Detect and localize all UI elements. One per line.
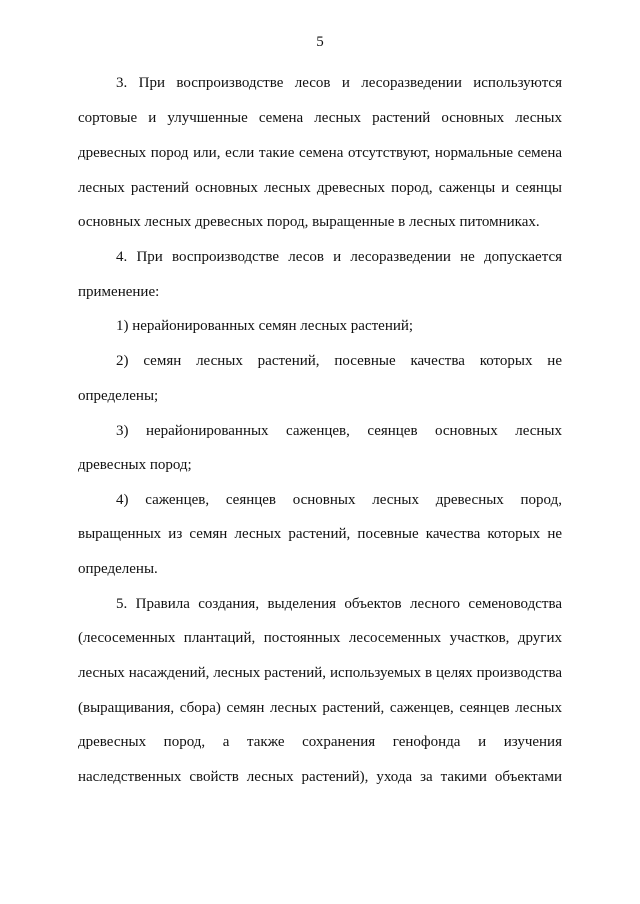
paragraph-3-line-4: лесных растений основных лесных древесных пород, саженцы и сеянцы (78, 180, 562, 196)
paragraph-4-line-1: 4. При воспроизводстве лесов и лесоразведении не допускается (116, 249, 562, 265)
paragraph-4-line-2: применение: (78, 284, 160, 300)
paragraph-3-line-1: 3. При воспроизводстве лесов и лесоразведении используются (116, 75, 562, 91)
paragraph-5-line-2: (лесосеменных плантаций, постоянных лесосеменных участков, других (78, 630, 562, 646)
list-item-2-line-1: 2) семян лесных растений, посевные качества которых не (116, 353, 562, 369)
paragraph-5-line-5: древесных пород, а также сохранения генофонда и изучения (78, 734, 562, 750)
paragraph-5-line-3: лесных насаждений, лесных растений, используемых в целях производства (78, 665, 562, 681)
list-item-2-line-2: определены; (78, 388, 159, 404)
list-item-4-line-1: 4) саженцев, сеянцев основных лесных древесных пород, (116, 492, 562, 508)
page-number: 5 (316, 34, 324, 50)
list-item-4-line-3: определены. (78, 561, 158, 577)
paragraph-3-line-5: основных лесных древесных пород, выращенные в лесных питомниках. (78, 214, 540, 230)
list-item-3-line-2: древесных пород; (78, 457, 192, 473)
paragraph-5-line-4: (выращивания, сбора) семян лесных растений, саженцев, сеянцев лесных (78, 700, 562, 716)
paragraph-3-line-3: древесных пород или, если такие семена отсутствуют, нормальные семена (78, 145, 562, 161)
list-item-3-line-1: 3) нерайонированных саженцев, сеянцев основных лесных (116, 423, 562, 439)
paragraph-3-line-2: сортовые и улучшенные семена лесных растений основных лесных (78, 110, 562, 126)
list-item-1: 1) нерайонированных семян лесных растений; (116, 318, 414, 334)
paragraph-5-line-1: 5. Правила создания, выделения объектов лесного семеноводства (116, 596, 562, 612)
list-item-4-line-2: выращенных из семян лесных растений, посевные качества которых не (78, 526, 562, 542)
paragraph-5-line-6: наследственных свойств лесных растений), ухода за такими объектами (78, 769, 562, 785)
